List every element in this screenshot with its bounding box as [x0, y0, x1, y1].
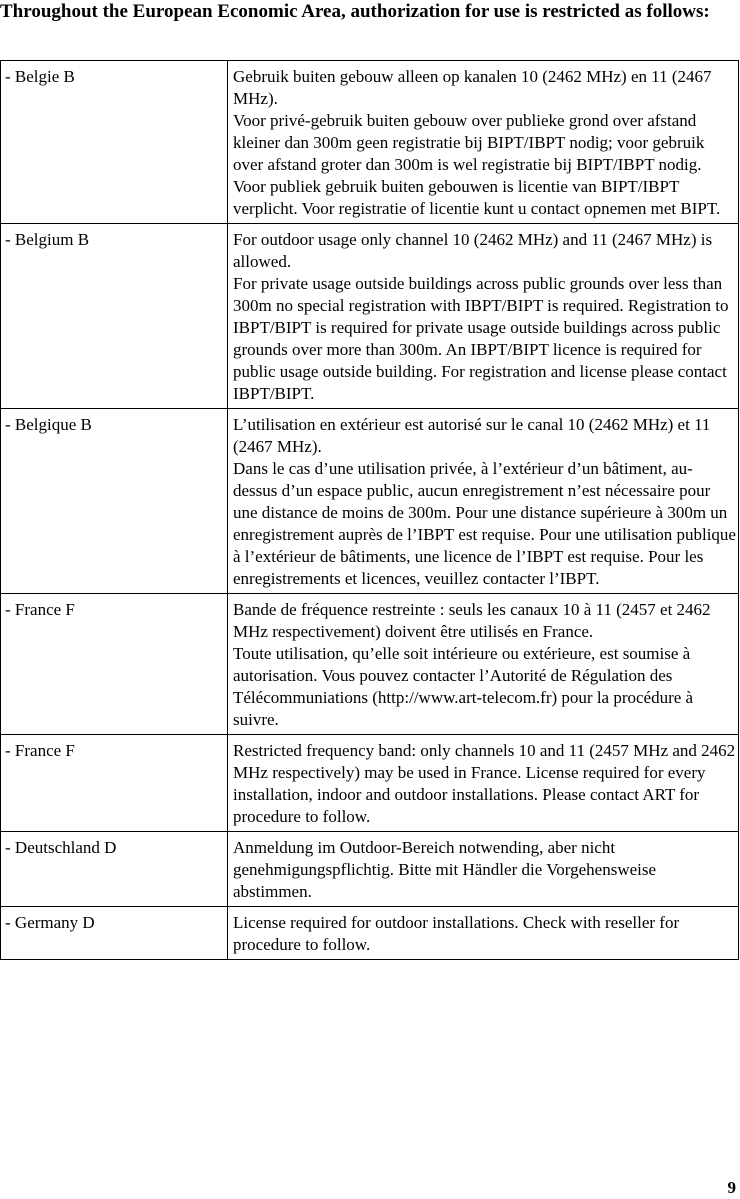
restriction-paragraph: License required for outdoor installations. Check with reseller for procedure to follow.: [233, 913, 680, 954]
authorization-table: [0, 60, 739, 960]
restriction-paragraph: Gebruik buiten gebouw alleen op kanalen 10 (2462 MHz) en 11 (2467 MHz).: [233, 67, 712, 108]
page-number: 9: [727, 1178, 736, 1197]
restriction-cell: [228, 907, 739, 960]
country-cell: - Belgique B: [1, 409, 228, 594]
restriction-paragraph: Bande de fréquence restreinte : seuls les canaux 10 à 11 (2457 et 2462 MHz respectivement) doivent être utilisés en France.: [233, 600, 711, 641]
table-row: [1, 409, 739, 594]
restriction-paragraph: L’utilisation en extérieur est autorisé sur le canal 10 (2462 MHz) et 11 (2467 MHz).: [233, 415, 711, 456]
table-row: [1, 594, 739, 735]
restriction-paragraph: Dans le cas d’une utilisation privée, à l’extérieur d’un bâtiment, au-dessus d’un espace public, aucun enregistrement n’est nécessaire pour une distance de moins de 300m. Pour une distance supérieure à 300m un enregistrement auprès de l’IBPT est requise. Pour une utilisation publique à l’extérieur de bâtiments, une licence de l’IBPT est requise. Pour les enregistrements et licences, veuillez contacter l’IBPT.: [233, 459, 736, 588]
restriction-cell: [228, 224, 739, 409]
country-cell: - France F: [1, 594, 228, 735]
table-row: [1, 61, 739, 224]
restriction-paragraph: For outdoor usage only channel 10 (2462 MHz) and 11 (2467 MHz) is allowed.: [233, 230, 713, 271]
restriction-paragraph: Voor privé-gebruik buiten gebouw over publieke grond over afstand kleiner dan 300m geen registratie bij BIPT/IBPT nodig; voor gebruik over afstand groter dan 300m is wel registratie bij BIPT/IBPT nodig. Voor publiek gebruik buiten gebouwen is licentie van BIPT/IBPT verplicht. Voor registratie of licentie kunt u contact opnemen met BIPT.: [233, 111, 721, 218]
country-cell: - Belgium B: [1, 224, 228, 409]
country-cell: - Germany D: [1, 907, 228, 960]
restriction-cell: [228, 832, 739, 907]
restriction-paragraph: Restricted frequency band: only channels 10 and 11 (2457 MHz and 2462 MHz respectively) may be used in France. License required for every installation, indoor and outdoor installations. Please contact ART for procedure to follow.: [233, 741, 736, 826]
table-row: [1, 224, 739, 409]
restriction-cell: [228, 735, 739, 832]
country-cell: - Belgie B: [1, 61, 228, 224]
restriction-cell: [228, 61, 739, 224]
page-heading: Throughout the European Economic Area, authorization for use is restricted as follows:: [0, 1, 710, 22]
table-row: [1, 907, 739, 960]
restriction-paragraph: Anmeldung im Outdoor-Bereich notwending, aber nicht genehmigungspflichtig. Bitte mit Händler die Vorgehensweise abstimmen.: [233, 838, 657, 901]
table-row: [1, 832, 739, 907]
restriction-cell: [228, 409, 739, 594]
country-cell: - Deutschland D: [1, 832, 228, 907]
restriction-cell: [228, 594, 739, 735]
country-cell: - France F: [1, 735, 228, 832]
table-row: [1, 735, 739, 832]
restriction-paragraph: For private usage outside buildings across public grounds over less than 300m no special registration with IBPT/BIPT is required. Registration to IBPT/BIPT is required for private usage outside buildings across public grounds over more than 300m. An IBPT/BIPT licence is required for public usage outside building. For registration and license please contact IBPT/BIPT.: [233, 274, 729, 403]
restriction-paragraph: Toute utilisation, qu’elle soit intérieure ou extérieure, est soumise à autorisation. Vous pouvez contacter l’Autorité de Régulation des Télécommuniations (http://www.art-telecom.fr) pour la procédure à suivre.: [233, 644, 694, 729]
